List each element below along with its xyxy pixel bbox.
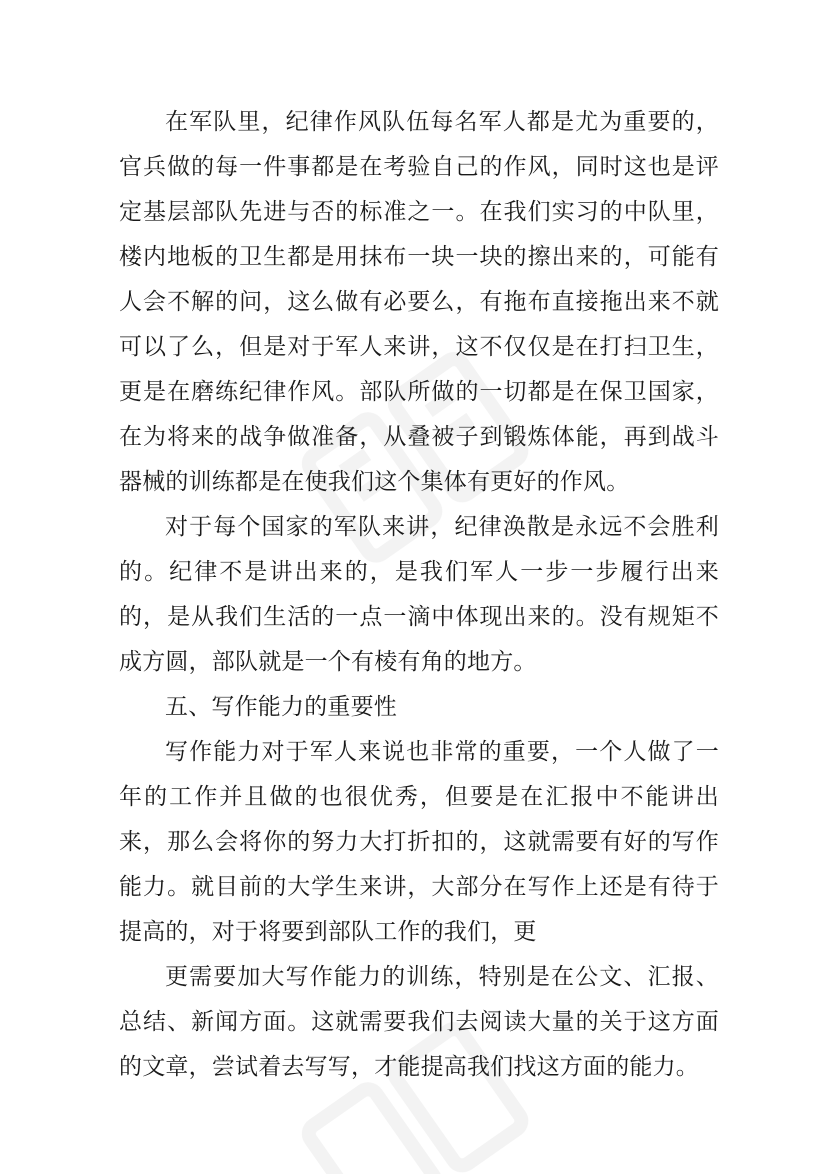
paragraph-military-discipline: 在军队里，纪律作风队伍每名军人都是尤为重要的，官兵做的每一件事都是在考验自己的作风，同时这也是评定基层部队先进与否的标准之一。在我们实习的中队里，楼内地板的卫生都是用抹布一块一块的擦出来的，可能有人会不解的问，这么做有必要么，有拖布直接拖出来不就可以了么，但是对于军人来讲，这不仅仅是在打扫卫生，更是在磨练纪律作风。部队所做的一切都是在保卫国家，在为将来的战争做准备，从叠被子到锻炼体能，再到战斗器械的训练都是在使我们这个集体有更好的作风。 <box>119 109 719 495</box>
paragraph-writing-training: 更需要加大写作能力的训练，特别是在公文、汇报、总结、新闻方面。这就需要我们去阅读大量的关于这方面的文章，尝试着去写写，才能提高我们找这方面的能力。 <box>119 964 719 1080</box>
paragraph-writing-importance: 写作能力对于军人来说也非常的重要，一个人做了一年的工作并且做的也很优秀，但要是在汇报中不能讲出来，那么会将你的努力大打折扣的，这就需要有好的写作能力。就目前的大学生来讲，大部分在写作上还是有待于提高的，对于将要到部队工作的我们，更 <box>119 739 719 945</box>
section-heading-writing-ability: 五、写作能力的重要性 <box>165 694 397 720</box>
paragraph-discipline-importance: 对于每个国家的军队来讲，纪律涣散是永远不会胜利的。纪律不是讲出来的，是我们军人一步一步履行出来的，是从我们生活的一点一滴中体现出来的。没有规矩不成方圆，部队就是一个有棱有角的地方。 <box>119 514 719 675</box>
document-body <box>119 100 719 1090</box>
